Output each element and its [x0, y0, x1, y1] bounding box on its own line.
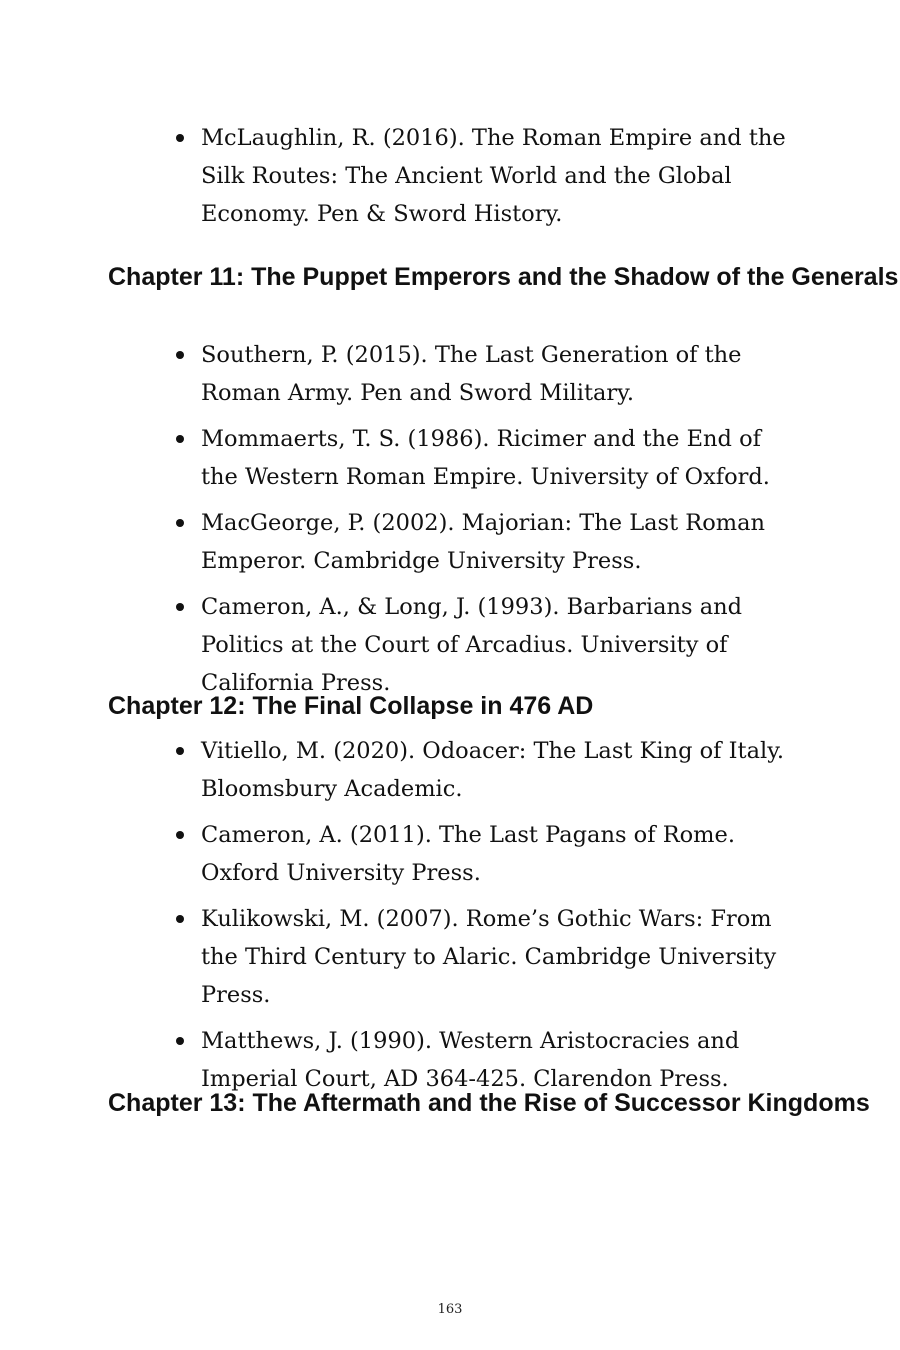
bullet-icon: [176, 351, 184, 359]
reference-list: [0, 119, 900, 241]
bullet-icon: [176, 603, 184, 611]
chapter-heading: Chapter 13: The Aftermath and the Rise of Successor Kingdoms: [108, 1089, 870, 1117]
reference-item: [0, 588, 900, 702]
bullet-icon: [176, 915, 184, 923]
reference-item: [0, 504, 900, 580]
reference-list: [0, 732, 900, 1106]
reference-list: [0, 336, 900, 710]
bullet-icon: [176, 831, 184, 839]
reference-item: [0, 420, 900, 496]
reference-text: Mommaerts, T. S. (1986). Ricimer and the End of the Western Roman Empire. University of Oxford.: [201, 426, 770, 490]
bullet-icon: [176, 1037, 184, 1045]
reference-text: Kulikowski, M. (2007). Rome’s Gothic Wars: From the Third Century to Alaric. Cambridge University Press.: [201, 906, 777, 1008]
bullet-icon: [176, 134, 184, 142]
reference-text: Southern, P. (2015). The Last Generation of the Roman Army. Pen and Sword Military.: [201, 342, 742, 406]
bullet-icon: [176, 747, 184, 755]
reference-text: MacGeorge, P. (2002). Majorian: The Last Roman Emperor. Cambridge University Press.: [201, 510, 766, 574]
reference-text: Matthews, J. (1990). Western Aristocracies and Imperial Court, AD 364-425. Clarendon Press.: [201, 1028, 740, 1092]
bullet-icon: [176, 435, 184, 443]
reference-item: [0, 900, 900, 1014]
chapter-heading: Chapter 11: The Puppet Emperors and the Shadow of the Generals: [108, 263, 899, 291]
bullet-icon: [176, 519, 184, 527]
reference-item: [0, 1022, 900, 1098]
page-number: 163: [437, 1302, 463, 1317]
reference-item: [0, 816, 900, 892]
reference-text: McLaughlin, R. (2016). The Roman Empire and the Silk Routes: The Ancient World and the Global Economy. Pen & Sword History.: [201, 125, 786, 227]
reference-item: [0, 732, 900, 808]
reference-text: Vitiello, M. (2020). Odoacer: The Last King of Italy. Bloomsbury Academic.: [201, 738, 785, 802]
reference-text: Cameron, A. (2011). The Last Pagans of Rome. Oxford University Press.: [201, 822, 735, 886]
reference-text: Cameron, A., & Long, J. (1993). Barbarians and Politics at the Court of Arcadius. University of California Press.: [201, 594, 743, 696]
reference-item: [0, 119, 900, 233]
chapter-heading: Chapter 12: The Final Collapse in 476 AD: [108, 692, 594, 720]
reference-item: [0, 336, 900, 412]
